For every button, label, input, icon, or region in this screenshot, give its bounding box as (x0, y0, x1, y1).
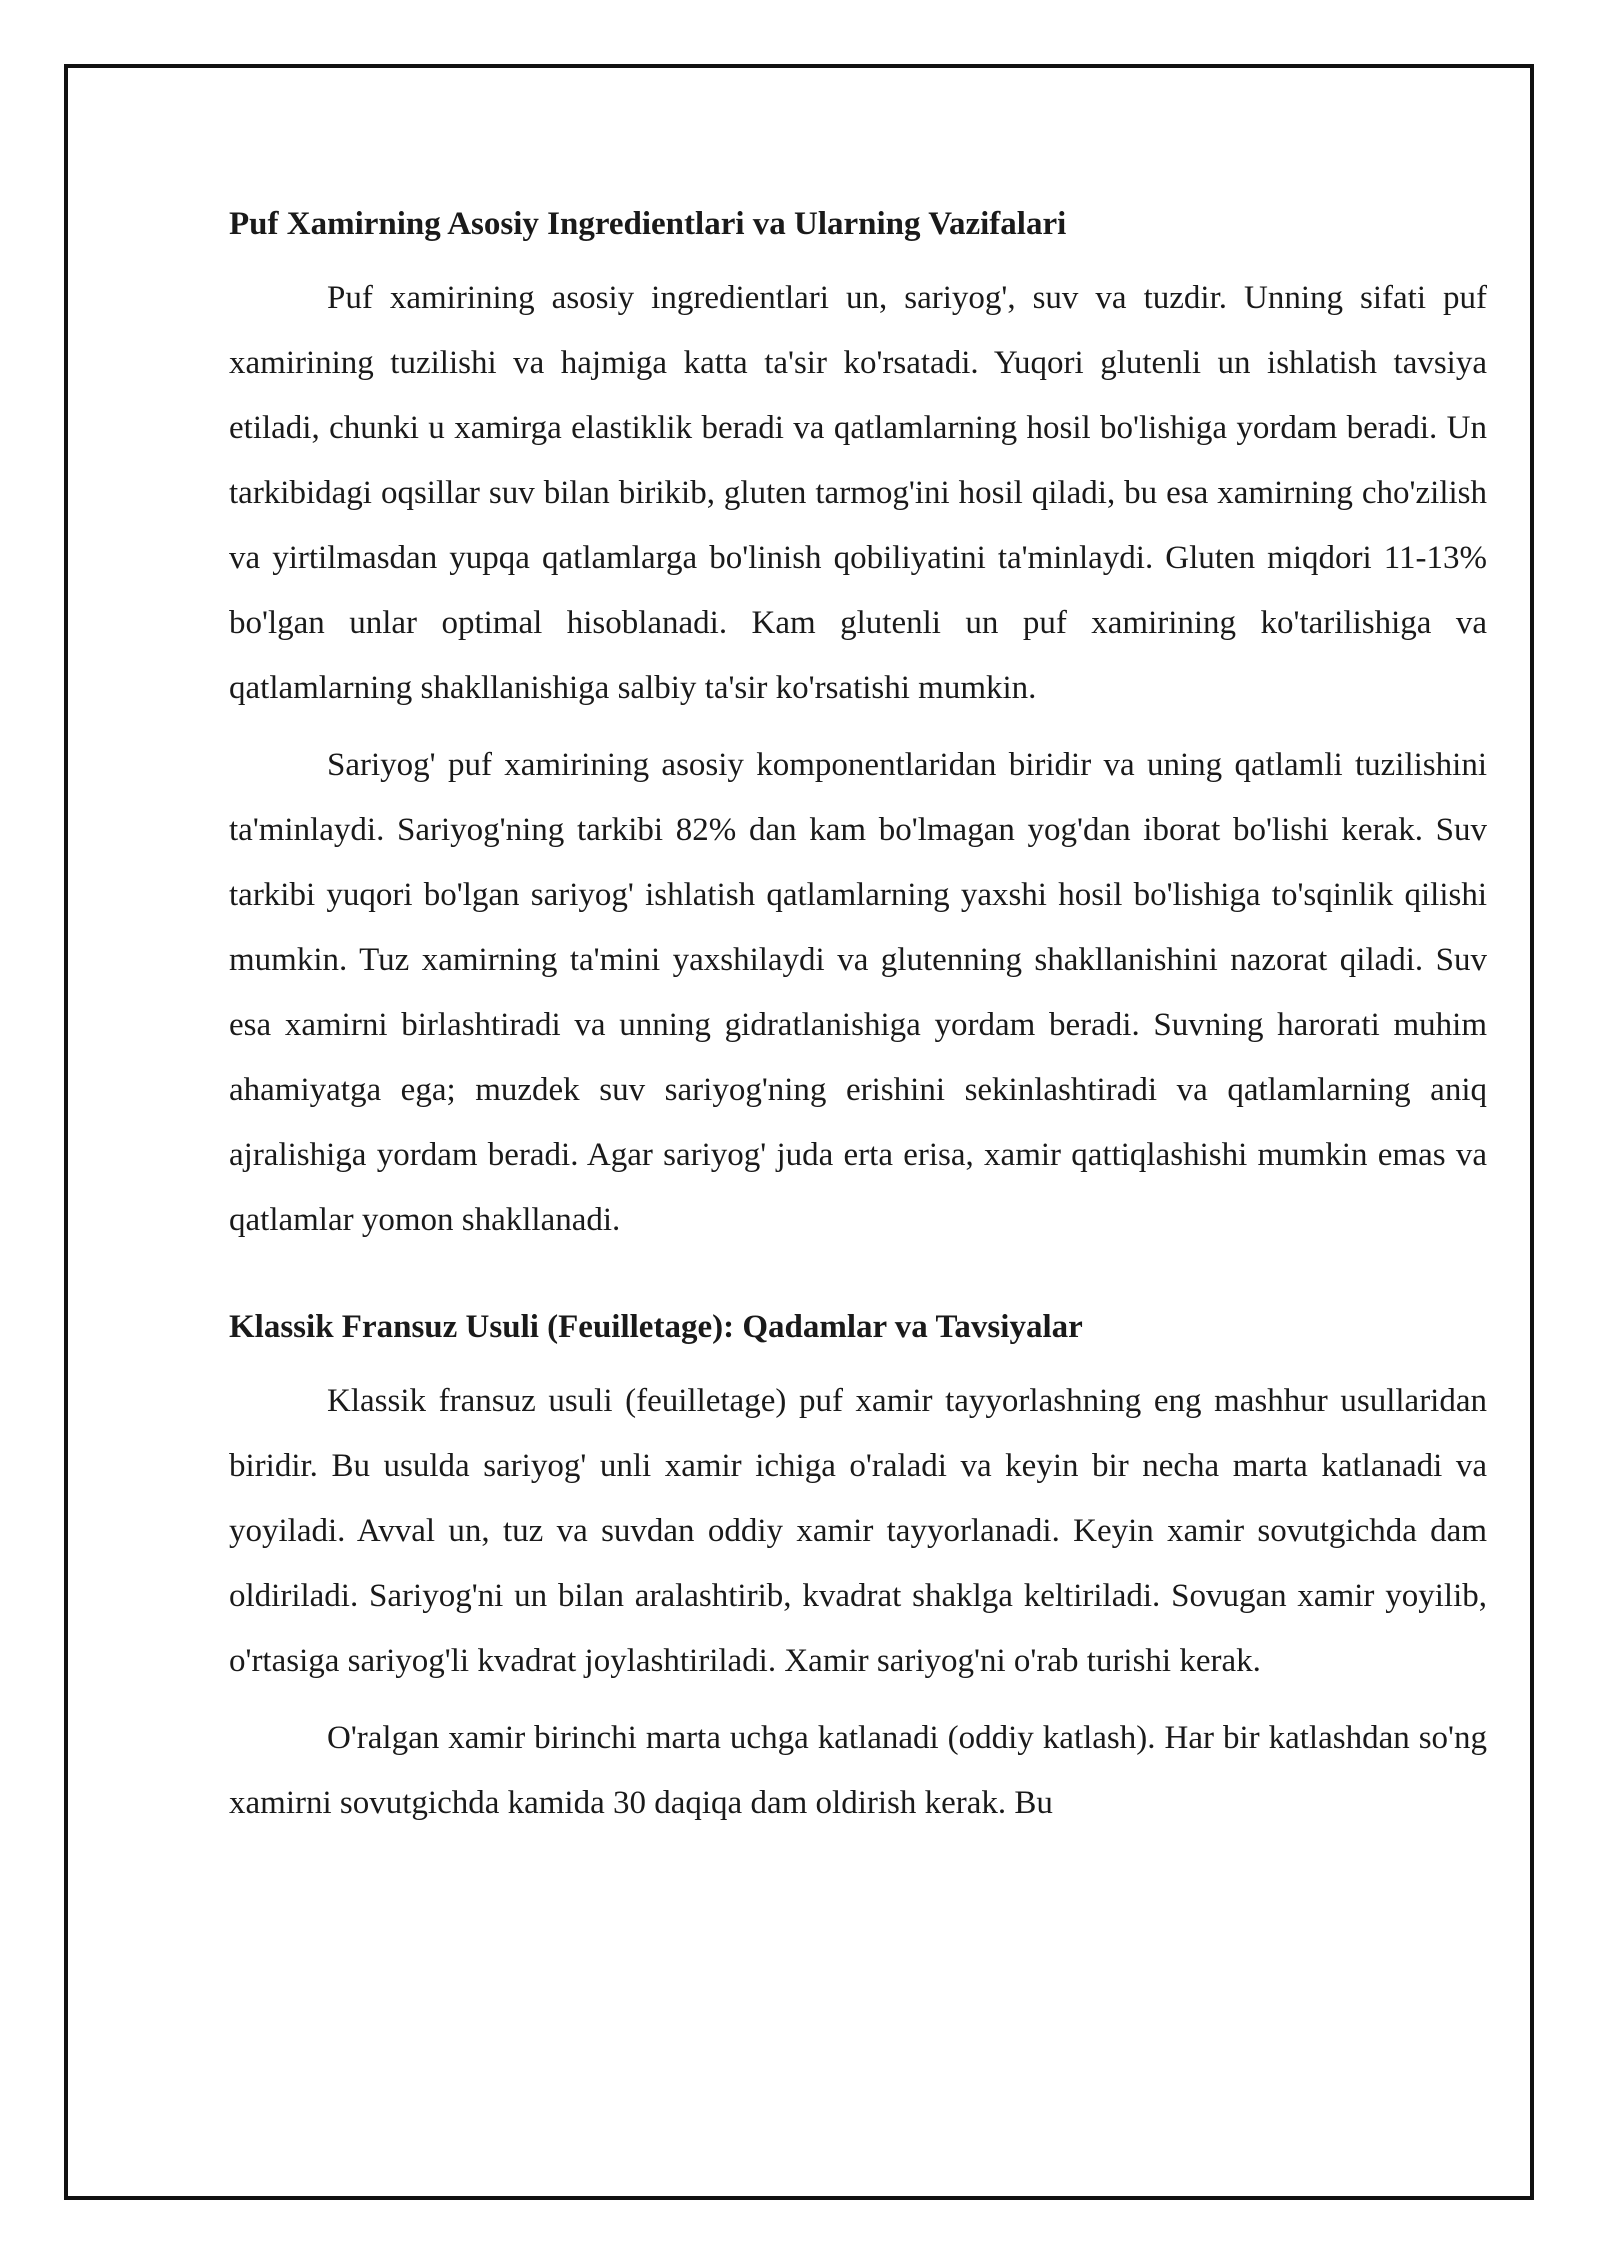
section-heading: Puf Xamirning Asosiy Ingredientlari va Ularning Vazifalari (229, 206, 1067, 242)
paragraph: O'ralgan xamir birinchi marta uchga katlanadi (oddiy katlash). Har bir katlashdan so'ng xamirni sovutgichda kamida 30 daqiqa dam oldirish kerak. Bu (229, 1720, 1487, 1821)
paragraph: Puf xamirining asosiy ingredientlari un, sariyog', suv va tuzdir. Unning sifati puf xamirining tuzilishi va hajmiga katta ta'sir ko'rsatadi. Yuqori glutenli un ishlatish tavsiya etiladi, chunki u xamirga elastiklik beradi va qatlamlarning hosil bo'lishiga yordam beradi. Un tarkibidagi oqsillar suv bilan birikib, gluten tarmog'ini hosil qiladi, bu esa xamirning cho'zilish va yirtilmasdan yupqa qatlamlarga bo'linish qobiliyatini ta'minlaydi. Gluten miqdori 11-13% bo'lgan unlar optimal hisoblanadi. Kam glutenli un puf xamirining ko'tarilishiga va qatlamlarning shakllanishiga salbiy ta'sir ko'rsatishi mumkin. (229, 280, 1487, 706)
paragraph: Klassik fransuz usuli (feuilletage) puf xamir tayyorlashning eng mashhur usullaridan biridir. Bu usulda sariyog' unli xamir ichiga o'raladi va keyin bir necha marta katlanadi va yoyiladi. Avval un, tuz va suvdan oddiy xamir tayyorlanadi. Keyin xamir sovutgichda dam oldiriladi. Sariyog'ni un bilan aralashtirib, kvadrat shaklga keltiriladi. Sovugan xamir yoyilib, o'rtasiga sariyog'li kvadrat joylashtiriladi. Xamir sariyog'ni o'rab turishi kerak. (229, 1383, 1487, 1679)
paragraph: Sariyog' puf xamirining asosiy komponentlaridan biridir va uning qatlamli tuzilishini ta'minlaydi. Sariyog'ning tarkibi 82% dan kam bo'lmagan yog'dan iborat bo'lishi kerak. Suv tarkibi yuqori bo'lgan sariyog' ishlatish qatlamlarning yaxshi hosil bo'lishiga to'sqinlik qilishi mumkin. Tuz xamirning ta'mini yaxshilaydi va glutenning shakllanishini nazorat qiladi. Suv esa xamirni birlashtiradi va unning gidratlanishiga yordam beradi. Suvning harorati muhim ahamiyatga ega; muzdek suv sariyog'ning erishini sekinlashtiradi va qatlamlarning aniq ajralishiga yordam beradi. Agar sariyog' juda erta erisa, xamir qattiqlashishi mumkin emas va qatlamlar yomon shakllanadi. (229, 747, 1487, 1238)
document-body (229, 200, 1487, 1848)
section-heading: Klassik Fransuz Usuli (Feuilletage): Qadamlar va Tavsiyalar (229, 1309, 1083, 1345)
